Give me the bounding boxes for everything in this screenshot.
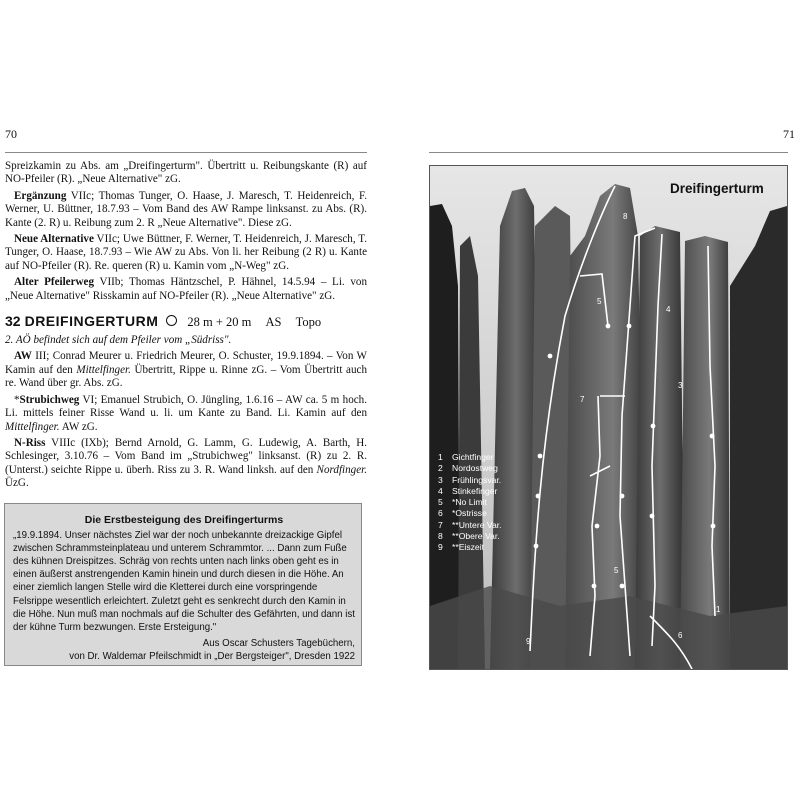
summit-height: 28 m + 20 m [187, 315, 252, 330]
legend-label: Frühlingsvar. [452, 474, 502, 485]
route-name: AW [14, 350, 32, 363]
header-rule-right [429, 152, 788, 153]
legend-label: Nordostweg [452, 463, 498, 474]
route-description: ÜzG. [5, 477, 29, 490]
summit-topo-ref: Topo [295, 315, 322, 330]
route-name: Alter Pfeilerweg [14, 276, 94, 289]
route-target: Mittelfinger. [5, 420, 60, 433]
route-text-column [5, 160, 367, 494]
route-continuation: Spreizkamin zu Abs. am „Dreifingerturm". Übertritt u. Reibungskante (R) auf NO-Pfeiler (R). „Neue Alternative" zG. [5, 160, 367, 186]
route-description: VI; Emanuel Strubich, O. Jüngling, 1.6.16 – AW ca. 5 m hoch. Li. mittels feiner Risse Wand u. li. um Kante zu Band. Li. Kamin auf den [5, 393, 367, 420]
route-description: VIIb; Thomas Häntzschel, P. Hähnel, 14.5.94 – Li. von „Neue Alternative" Risskamin auf NO-Pfeiler (R). „Neue Alternative" zG. [5, 276, 367, 302]
route-description: VIIIc (IXb); Bernd Arnold, G. Lamm, G. Ludewig, A. Barth, H. Schlesinger, 3.10.76 – Vom Band im „Strubichweg" linksanst. (R) zu 2. R. (Unterst.) seichte Rippe u. überh. Riss zu 3. R. Wand linksh. auf den [5, 436, 367, 476]
summit-subtitle-text: 2. AÖ befindet sich auf dem Pfeiler vom „Südriss". [5, 334, 232, 347]
route-aw [5, 350, 367, 390]
route-grade: III; [31, 350, 53, 363]
history-box-title: Die Erstbesteigung des Dreifingerturms [84, 514, 284, 526]
history-source-line2: von Dr. Waldemar Pfeilschmidt in „Der Bergsteiger", Dresden 1922 [69, 650, 355, 662]
legend-item [438, 508, 502, 519]
route-name: Ergänzung [14, 189, 67, 202]
route-alter-pfeilerweg [5, 276, 367, 303]
history-source [13, 637, 355, 663]
legend-key: 9 [438, 542, 443, 553]
topo-drawing [430, 166, 787, 669]
route-neue-alternative [5, 233, 367, 273]
legend-item [438, 520, 502, 531]
route-star: * [14, 393, 20, 406]
route-description: VIIc; Uwe Büttner, F. Werner, T. Heidenreich, J. Maresch, T. Tunger, O. Haase, 18.7.93 – Wie AW zu Abs. Von li. her Reibung (2 R) u. Kante auf NO-Pfeiler (R). Re. queren (R) u. Kamin vom „N-Weg" zG. [5, 233, 367, 272]
legend-label: **Untere Var. [452, 519, 502, 530]
topo-photo [429, 165, 788, 670]
route-target: Nordfinger. [316, 463, 367, 476]
route-name: Neue Alternative [14, 233, 94, 246]
route-n-riss [5, 437, 367, 491]
legend-key: 2 [438, 463, 443, 474]
summit-heading [5, 313, 367, 330]
summit-area: AS [265, 315, 282, 330]
legend-item [438, 531, 502, 542]
route-label-8: 8 [623, 212, 628, 221]
route-label-1: 1 [716, 605, 721, 614]
topo-legend [438, 452, 502, 554]
history-box [4, 503, 362, 666]
page-number-right: 71 [783, 127, 795, 141]
summit-name: DREIFINGERTURM [24, 313, 159, 330]
legend-key: 1 [438, 452, 443, 462]
topo-title: Dreifingerturm [670, 181, 764, 196]
history-source-line1: Aus Oscar Schusters Tagebüchern, [202, 637, 355, 649]
summit-number: 32 [5, 313, 21, 330]
right-rock [730, 206, 787, 669]
summit-circle-icon [166, 315, 177, 326]
page-number-left: 70 [5, 127, 17, 141]
route-ergaenzung [5, 190, 367, 230]
legend-item [438, 452, 502, 463]
route-description: AW zG. [59, 420, 98, 433]
legend-label: *No Limit [452, 497, 487, 508]
legend-label: Gichtfinger [452, 452, 494, 462]
legend-key: 8 [438, 531, 443, 542]
route-label-5-lower: 5 [614, 566, 619, 575]
route-description: VIIc; Thomas Tunger, O. Haase, J. Maresch, T. Heidenreich, F. Werner, U. Büttner, 18.7.93 – Vom Band des AW Rampe linksanst. zu Abs. (R). Kante (2. R) u. Reibung zum 2. R „Neue Alternative". Diese zG. [5, 189, 367, 229]
route-target: Mittelfinger. [76, 363, 131, 376]
route-description: Übertritt, Rippe u. Rinne zG. – Vom Übertritt auch re. Wand über gr. Abs. zG. [5, 363, 367, 390]
legend-key: 7 [438, 519, 443, 530]
route-label-6: 6 [678, 631, 683, 640]
route-strubichweg [5, 394, 367, 434]
legend-key: 5 [438, 497, 443, 508]
north-finger [680, 236, 730, 669]
legend-label: **Eiszeit [452, 542, 484, 553]
legend-label: Stinkefinger [452, 485, 498, 496]
route-label-9: 9 [526, 637, 531, 646]
route-name: Strubichweg [19, 393, 80, 406]
legend-item [438, 486, 502, 497]
route-name: N-Riss [14, 436, 46, 449]
route-label-5-upper: 5 [597, 297, 602, 306]
legend-item [438, 475, 502, 486]
legend-key: 6 [438, 508, 443, 519]
legend-item [438, 497, 502, 508]
legend-item [438, 463, 502, 474]
route-label-4: 4 [666, 305, 671, 314]
legend-item [438, 542, 502, 553]
route-label-7: 7 [580, 395, 585, 404]
legend-key: 4 [438, 485, 443, 496]
history-quote: „19.9.1894. Unser nächstes Ziel war der noch unbekannte dreizackige Gipfel zwischen Schrammsteinplateau und unterem Schrammtor. ... Dann zum Fuße des kühnen Dreispitzes. Schräg von rechts unten nach links oben geht es in einen äußerst anstrengenden Kamin hinein und durch diesen in die Höhe. An einer ziemlich langen Stelle wird die Kletterei durch eine vorspringende Felsrippe wesentlich erleichtert. Zuletzt geht es senkrecht durch den Kamin in die Höhe. Nun muß man nochmals auf die Schulter des Gefährten, und dann ist der kühne Turm bezwungen. Erste Ersteigung." [13, 530, 355, 633]
summit-subtitle [5, 334, 367, 347]
legend-label: **Obere Var. [452, 531, 500, 542]
legend-key: 3 [438, 474, 443, 485]
legend-label: *Ostrisse [452, 508, 487, 519]
route-label-3: 3 [678, 381, 683, 390]
route-description: Conrad Meurer u. Friedrich Meurer, O. Schuster, 19.9.1894. – Von W Kamin auf den [5, 350, 367, 376]
header-rule-left [5, 152, 367, 153]
